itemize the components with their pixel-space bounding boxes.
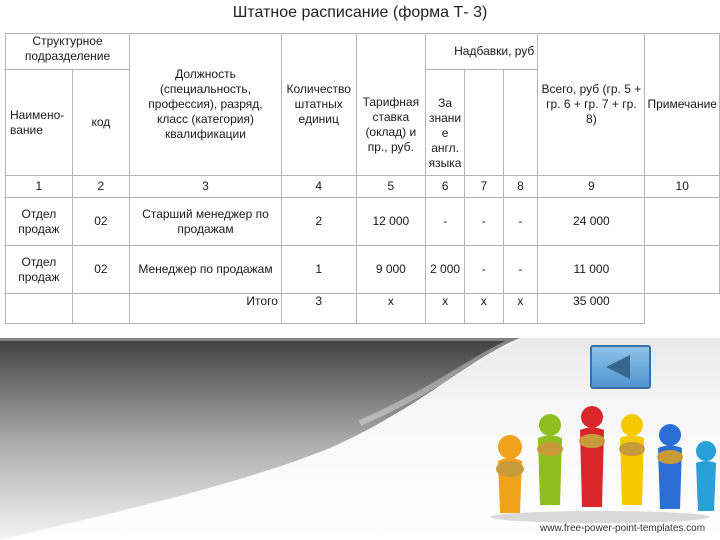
header-count: Количество штатных единиц xyxy=(281,34,356,176)
cell-rate: 12 000 xyxy=(356,198,426,246)
cell-allowance-7: - xyxy=(465,246,504,294)
totals-allowance-6: х xyxy=(426,294,465,324)
decorative-dark-shape xyxy=(0,338,520,540)
col-number-9: 9 xyxy=(538,176,645,198)
col-number-10: 10 xyxy=(645,176,720,198)
cell-allowance-6: - xyxy=(426,198,465,246)
header-note: Примечание xyxy=(645,34,720,176)
table-row xyxy=(6,246,720,294)
cell-count: 1 xyxy=(281,246,356,294)
cell-note xyxy=(645,198,720,246)
totals-row xyxy=(6,294,720,324)
cell-position: Старший менеджер по продажам xyxy=(130,198,282,246)
col-number-5: 5 xyxy=(356,176,426,198)
header-rate: Тарифная ставка (оклад) и пр., руб. xyxy=(356,34,426,176)
cell-dept: Отдел продаж xyxy=(6,246,73,294)
table-row xyxy=(6,198,720,246)
totals-label: Итого xyxy=(130,294,282,324)
cell-dept: Отдел продаж xyxy=(6,198,73,246)
header-allowances: Надбавки, руб xyxy=(426,34,538,70)
header-total: Всего, руб (гр. 5 + гр. 6 + гр. 7 + гр. 8) xyxy=(538,34,645,176)
cell-count: 2 xyxy=(281,198,356,246)
staff-schedule-table xyxy=(5,33,720,324)
footer-url[interactable]: www.free-power-point-templates.com xyxy=(540,523,706,534)
totals-allowance-7: х xyxy=(465,294,504,324)
cell-allowance-7: - xyxy=(465,198,504,246)
header-position: Должность (специальность, профессия), разряд, класс (категория) квалификации xyxy=(130,34,282,176)
header-lang: За знани е англ. языка xyxy=(426,70,465,176)
totals-blank-2 xyxy=(72,294,129,324)
header-struct-unit: Структурное подразделение xyxy=(6,34,130,70)
col-number-2: 2 xyxy=(72,176,129,198)
totals-rate: х xyxy=(356,294,426,324)
cell-code: 02 xyxy=(72,198,129,246)
cell-total: 11 000 xyxy=(538,246,645,294)
cell-allowance-8: - xyxy=(503,246,538,294)
col-number-8: 8 xyxy=(503,176,538,198)
cell-note xyxy=(645,246,720,294)
col-number-3: 3 xyxy=(130,176,282,198)
cell-total: 24 000 xyxy=(538,198,645,246)
col-number-4: 4 xyxy=(281,176,356,198)
totals-total: 35 000 xyxy=(538,294,645,324)
cell-position: Менеджер по продажам xyxy=(130,246,282,294)
header-code: код xyxy=(72,70,129,176)
totals-allowance-8: х xyxy=(503,294,538,324)
totals-note xyxy=(645,294,720,324)
col-number-7: 7 xyxy=(465,176,504,198)
back-arrow-icon xyxy=(606,355,630,379)
col-number-6: 6 xyxy=(426,176,465,198)
header-allowance-8 xyxy=(503,70,538,176)
header-allowance-7 xyxy=(465,70,504,176)
totals-count: 3 xyxy=(281,294,356,324)
cell-code: 02 xyxy=(72,246,129,294)
back-button[interactable] xyxy=(590,345,651,389)
header-name: Наимено-вание xyxy=(6,70,73,176)
people-with-coins-illustration xyxy=(480,395,720,525)
cell-allowance-8: - xyxy=(503,198,538,246)
page-title: Штатное расписание (форма Т- 3) xyxy=(232,4,488,21)
cell-allowance-6: 2 000 xyxy=(426,246,465,294)
cell-rate: 9 000 xyxy=(356,246,426,294)
totals-blank-1 xyxy=(6,294,73,324)
col-number-1: 1 xyxy=(6,176,73,198)
